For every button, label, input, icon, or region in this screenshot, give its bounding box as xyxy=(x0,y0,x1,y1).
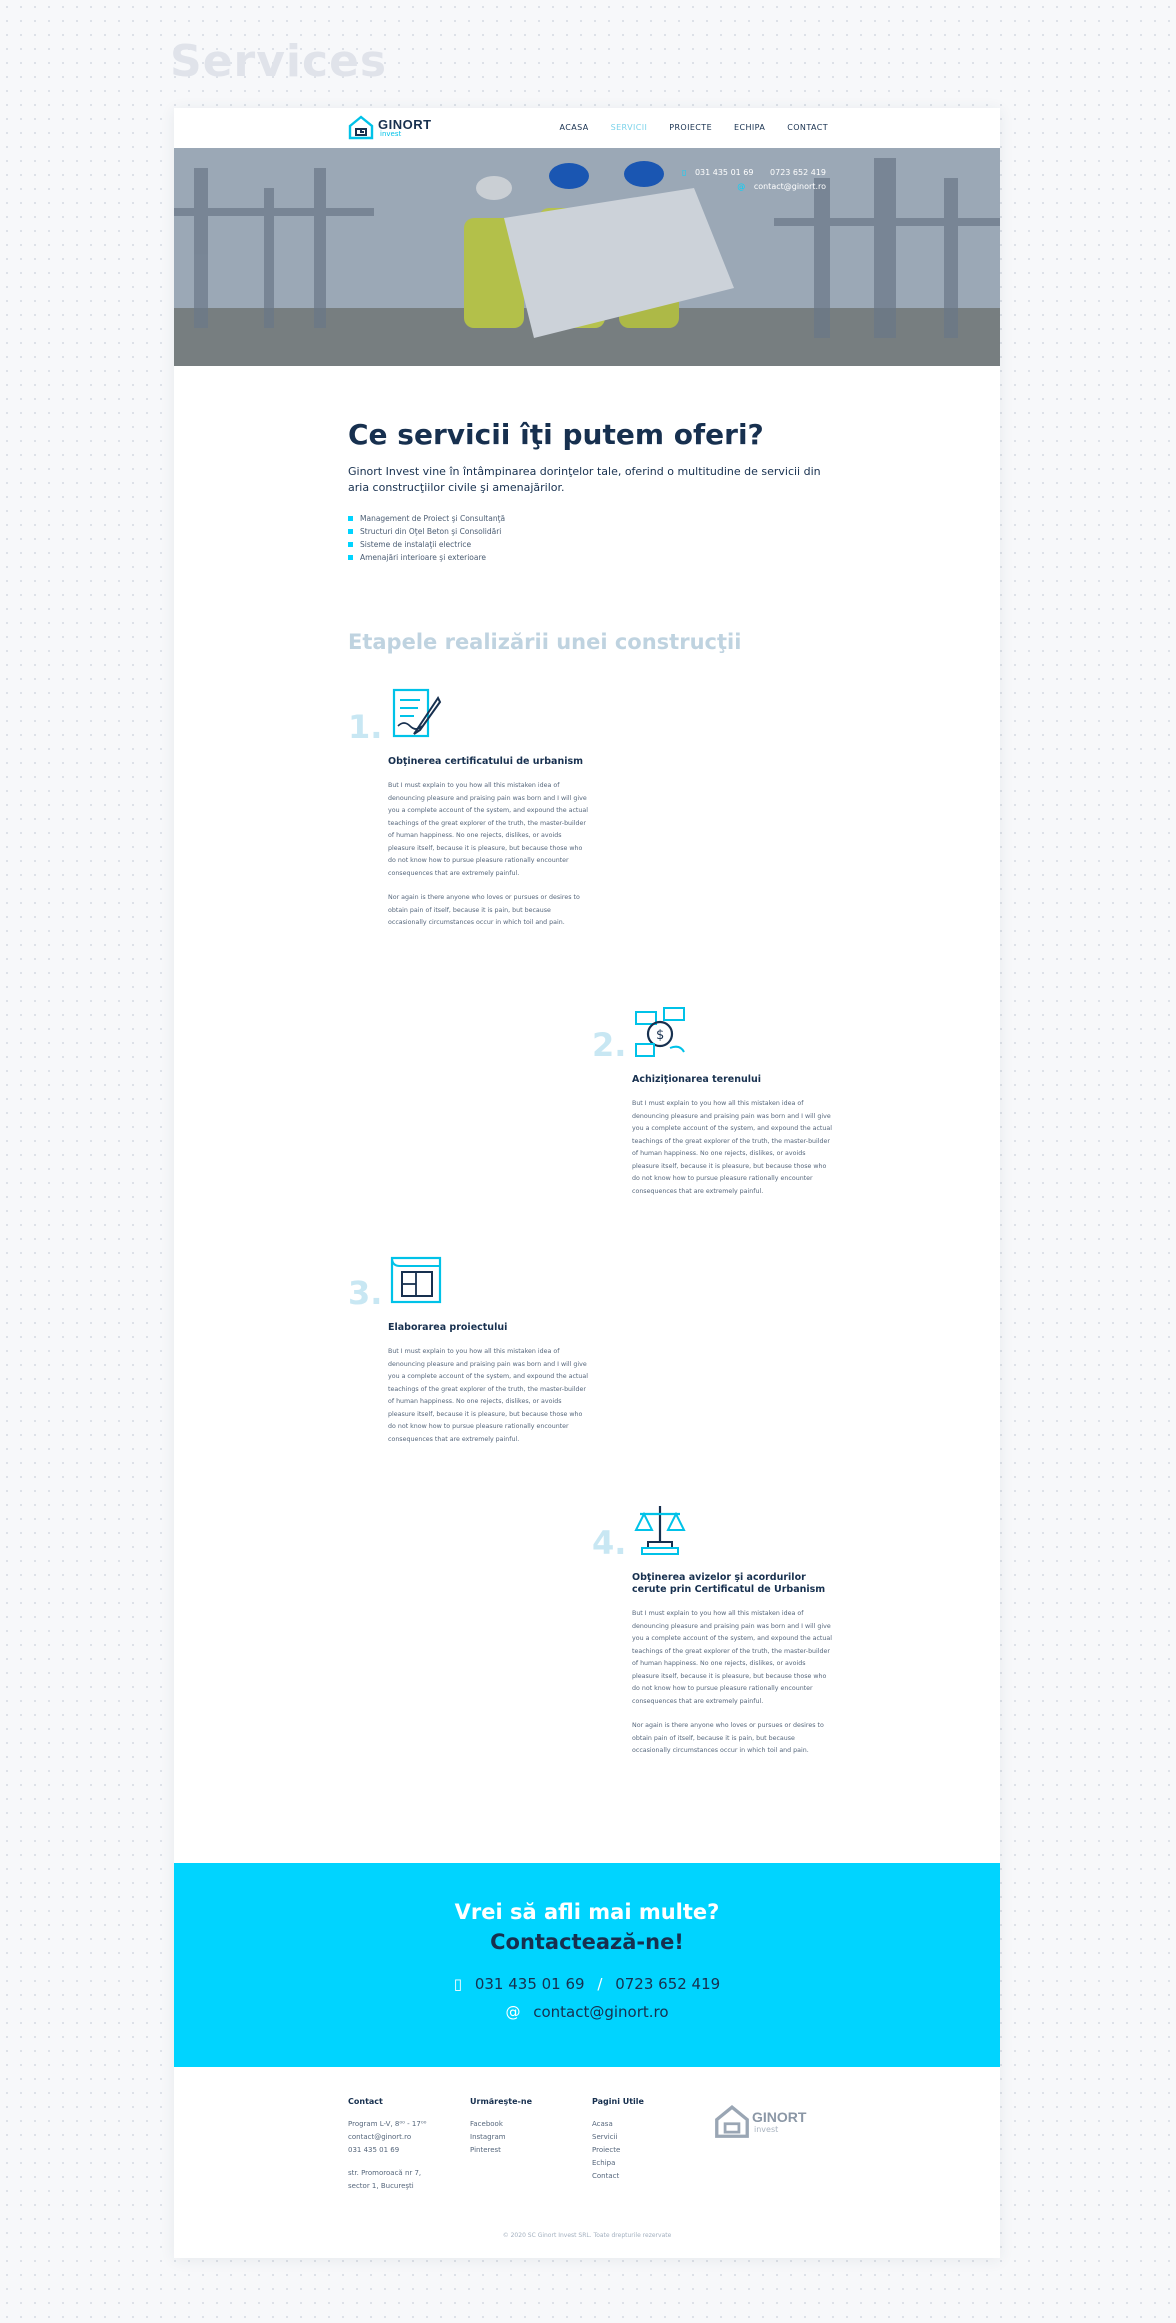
cta-phones xyxy=(174,1975,1000,1993)
at-icon: @ xyxy=(505,2003,521,2021)
svg-text:$: $ xyxy=(656,1028,665,1043)
blueprint-icon xyxy=(388,1252,444,1310)
footer-link-contact[interactable]: Contact xyxy=(592,2172,620,2180)
footer-contact xyxy=(348,2097,426,2193)
footer-heading: Pagini Utile xyxy=(592,2097,644,2106)
copyright: © 2020 SC Ginort Invest SRL. Toate drepturile rezervate xyxy=(502,2232,672,2239)
step-number: 4. xyxy=(592,1524,627,1562)
footer-link-echipa[interactable]: Echipa xyxy=(592,2159,616,2167)
at-icon: @ xyxy=(737,182,746,191)
footer-phone[interactable]: 031 435 01 69 xyxy=(348,2146,400,2154)
house-logo-icon xyxy=(714,2103,750,2139)
step-number: 1. xyxy=(348,708,383,746)
step-body: But I must explain to you how all this mistaken idea of denouncing pleasure and praising pain was born and I will give you a complete account of the system, and expound the actual teachings of the great explorer of the truth, the master-builder of human happiness. No one rejects, dislikes, or avoids pleasure itself, because it is pleasure, but because those who do not know how to pursue pleasure rationally encounter consequences that are extremely painful. xyxy=(388,782,588,877)
footer-link-proiecte[interactable]: Proiecte xyxy=(592,2146,621,2154)
main-nav xyxy=(560,123,828,132)
step-body: But I must explain to you how all this mistaken idea of denouncing pleasure and praising pain was born and I will give you a complete account of the system, and expound the actual teachings of the great explorer of the truth, the master-builder of human happiness. No one rejects, dislikes, or avoids pleasure itself, because it is pleasure, but because those who do not know how to pursue pleasure rationally encounter consequences that are extremely painful. xyxy=(632,1100,832,1195)
footer-follow xyxy=(470,2097,532,2157)
step-3 xyxy=(388,1322,588,1446)
service-item: Sisteme de instalaţii electrice xyxy=(348,538,505,551)
nav-servicii[interactable]: SERVICII xyxy=(610,123,648,132)
site-logo[interactable] xyxy=(348,114,438,142)
step-number: 3. xyxy=(348,1274,383,1312)
footer-logo-name: GINORT xyxy=(752,2109,807,2125)
nav-proiecte[interactable]: PROIECTE xyxy=(669,123,713,132)
services-list xyxy=(348,512,505,564)
site-header xyxy=(174,108,1000,148)
hero-banner xyxy=(174,148,1000,366)
phone-icon: ▯ xyxy=(453,1975,463,1993)
footer-logo[interactable] xyxy=(714,2103,807,2143)
showcase-title: Services xyxy=(170,36,388,87)
step-1 xyxy=(388,756,588,930)
contact-cta xyxy=(174,1863,1000,2067)
cta-line-1: Vrei să afli mai multe? xyxy=(454,1900,720,1924)
footer-email[interactable]: contact@ginort.ro xyxy=(348,2133,412,2141)
cta-title xyxy=(174,1897,1000,1957)
certificate-icon xyxy=(388,686,444,744)
intro-lead: Ginort Invest vine în întâmpinarea dorinţelor tale, oferind o multitudine de servicii din aria construcţiilor civile şi amenajărilor. xyxy=(348,465,821,494)
phone-separator: / xyxy=(597,1975,603,1993)
cta-line-2: Contactează-ne! xyxy=(490,1930,684,1954)
service-item: Structuri din Oţel Beton şi Consolidări xyxy=(348,525,505,538)
footer-address-2: sector 1, Bucureşti xyxy=(348,2182,414,2190)
footer-heading: Contact xyxy=(348,2097,383,2106)
step-number: 2. xyxy=(592,1026,627,1064)
footer-link-instagram[interactable]: Instagram xyxy=(470,2133,506,2141)
hero-email[interactable]: contact@ginort.ro xyxy=(753,182,826,191)
footer-logo-sub: invest xyxy=(754,2125,779,2134)
footer-pages xyxy=(592,2097,644,2183)
service-item: Amenajări interioare şi exterioare xyxy=(348,551,505,564)
footer-link-pinterest[interactable]: Pinterest xyxy=(470,2146,501,2154)
step-title: Achiziţionarea terenului xyxy=(632,1074,762,1085)
cta-email-row xyxy=(174,2003,1000,2021)
construction-workers-image xyxy=(174,148,1000,366)
footer-heading: Urmăreşte-ne xyxy=(470,2097,532,2106)
step-body: But I must explain to you how all this mistaken idea of denouncing pleasure and praising pain was born and I will give you a complete account of the system, and expound the actual teachings of the great explorer of the truth, the master-builder of human happiness. No one rejects, dislikes, or avoids pleasure itself, because it is pleasure, but because those who do not know how to pursue pleasure rationally encounter consequences that are extremely painful. xyxy=(388,1348,588,1443)
cta-phone-1[interactable]: 031 435 01 69 xyxy=(474,1975,585,1993)
step-body: But I must explain to you how all this mistaken idea of denouncing pleasure and praising pain was born and I will give you a complete account of the system, and expound the actual teachings of the great explorer of the truth, the master-builder of human happiness. No one rejects, dislikes, or avoids pleasure itself, because it is pleasure, but because those who do not know how to pursue pleasure rationally encounter consequences that are extremely painful. xyxy=(632,1610,832,1705)
step-4 xyxy=(632,1572,832,1758)
step-title: Obţinerea certificatului de urbanism xyxy=(388,756,584,767)
page-frame xyxy=(174,108,1000,2258)
cta-phone-2[interactable]: 0723 652 419 xyxy=(615,1975,721,1993)
hero-contact xyxy=(676,166,826,194)
hero-phone-1[interactable]: 031 435 01 69 xyxy=(694,168,754,177)
step-2 xyxy=(632,1074,832,1198)
nav-contact[interactable]: CONTACT xyxy=(787,123,828,132)
steps-title: Etapele realizării unei construcţii xyxy=(348,630,742,654)
land-purchase-icon xyxy=(632,1004,688,1062)
step-body-2: Nor again is there anyone who loves or pursues or desires to obtain pain of itself, because it is pain, but because occasionally circumstances occur in which toil and pain. xyxy=(632,1722,824,1754)
nav-acasa[interactable]: ACASA xyxy=(559,123,589,132)
scales-icon xyxy=(632,1502,688,1560)
phone-icon: ▯ xyxy=(681,168,687,177)
footer-link-facebook[interactable]: Facebook xyxy=(470,2120,503,2128)
page-title: Ce servicii îţi putem oferi? xyxy=(348,418,764,451)
logo-name: GINORT xyxy=(378,117,432,132)
footer-program: Program L-V, 8⁰⁰ - 17⁰⁰ xyxy=(348,2120,427,2128)
service-item: Management de Proiect şi Consultanţă xyxy=(348,512,505,525)
cta-email[interactable]: contact@ginort.ro xyxy=(533,2003,669,2021)
step-body-2: Nor again is there anyone who loves or pursues or desires to obtain pain of itself, because it is pain, but because occasionally circumstances occur in which toil and pain. xyxy=(388,894,580,926)
house-logo-icon xyxy=(348,114,374,140)
hero-phone-2[interactable]: 0723 652 419 xyxy=(770,168,826,177)
footer-link-acasa[interactable]: Acasa xyxy=(592,2120,613,2128)
site-footer xyxy=(174,2067,1000,2258)
step-title: Elaborarea proiectului xyxy=(388,1322,508,1333)
footer-address-1: str. Promoroacă nr 7, xyxy=(348,2169,422,2177)
nav-echipa[interactable]: ECHIPA xyxy=(734,123,766,132)
logo-sub: invest xyxy=(380,130,402,138)
footer-link-servicii[interactable]: Servicii xyxy=(592,2133,618,2141)
step-title: Obţinerea avizelor şi acordurilor cerute prin Certificatul de Urbanism xyxy=(632,1572,826,1595)
